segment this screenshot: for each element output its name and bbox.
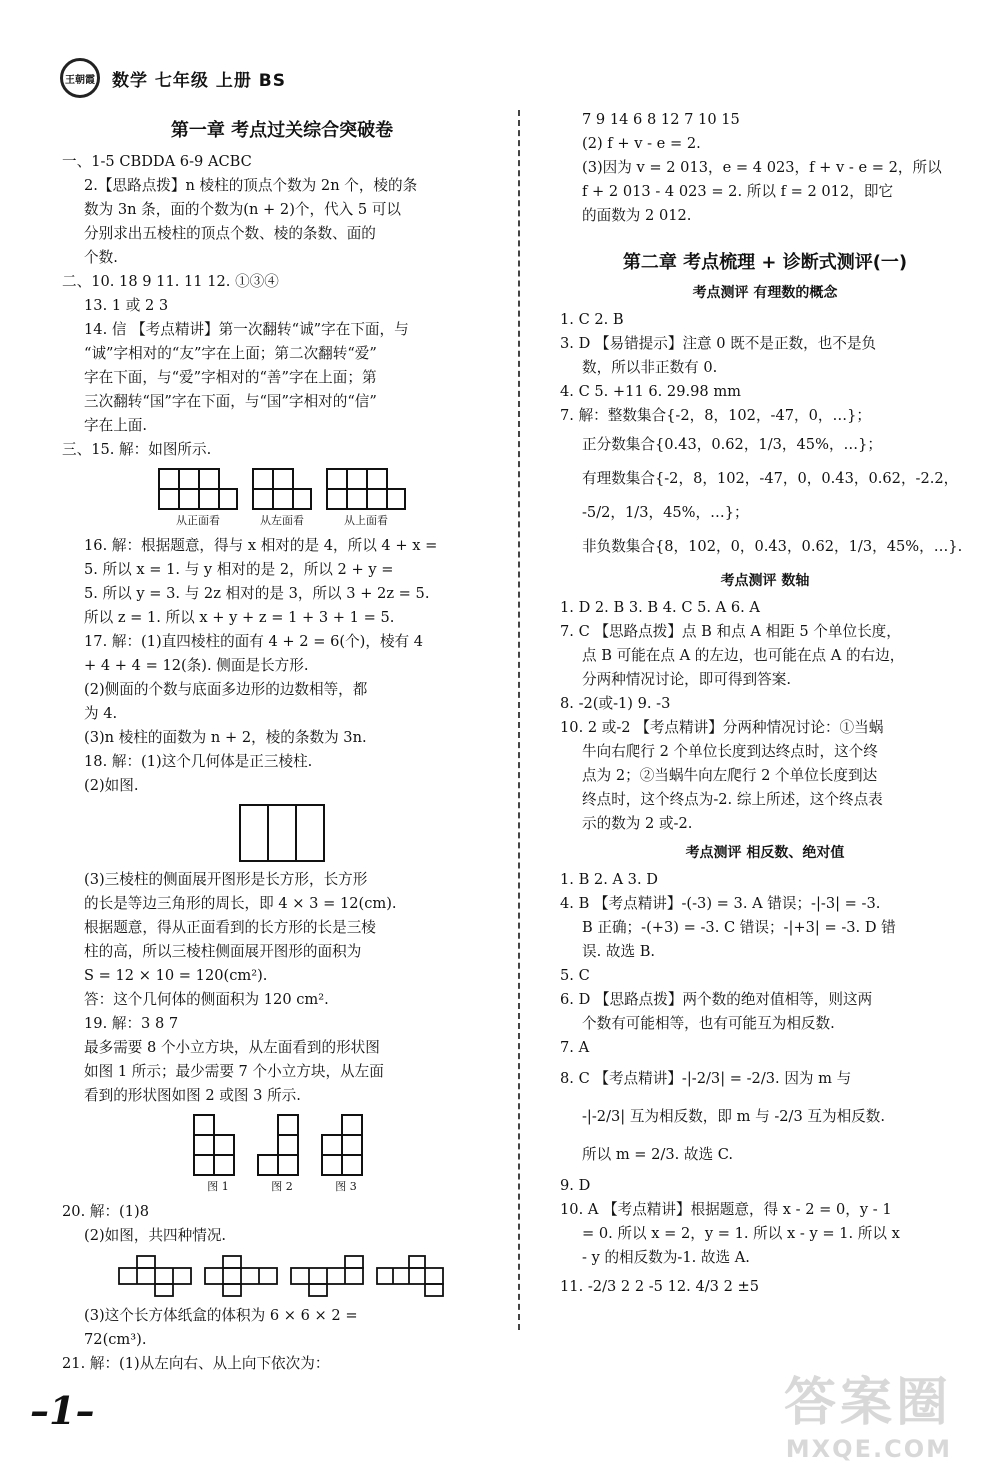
- answer-line: 7. C 【思路点拨】点 B 和点 A 相距 5 个单位长度，: [560, 623, 901, 640]
- figure-18-front-view: [62, 804, 502, 862]
- figure-caption: 图 2: [271, 1180, 293, 1193]
- answer-line: 三、15. 解：如图所示.: [62, 441, 212, 458]
- answer-line: 有理数集合{-2，8，102，-47，0，0.4̇3，0.62，-2.2，: [582, 470, 959, 487]
- watermark-text: 答案圈: [783, 1373, 952, 1433]
- right-column: [560, 108, 970, 1304]
- answer-line: 非负数集合{8，102，0，0.4̇3，0.62，1/3，45%，…}.: [582, 538, 963, 555]
- answer-line: 4. C 5. +11 6. 29.98 mm: [560, 383, 742, 400]
- answer-line: 21. 解：(1)从左向右、从上向下依次为：: [62, 1355, 330, 1372]
- answer-line: 7. 解：整数集合{-2，8，102，-47，0，…}；: [560, 407, 871, 424]
- answer-line: 分别求出五棱柱的顶点个数、棱的条数、面的: [84, 225, 376, 242]
- figure-19-1: [193, 1114, 243, 1194]
- answer-line: 所以 m = 2/3. 故选 C.: [582, 1146, 734, 1163]
- answer-line: 牛向右爬行 2 个单位长度到达终点时，这个终: [582, 743, 878, 760]
- answer-line: (2)侧面的个数与底面多边形的边数相等，都: [84, 681, 368, 698]
- figure-caption: 从上面看: [344, 514, 388, 527]
- answer-line: (3)n 棱柱的面数为 n + 2，棱的条数为 3n.: [84, 729, 367, 746]
- answer-line: 数为 3n 条，面的个数为(n + 2)个，代入 5 可以: [84, 201, 402, 218]
- figure-caption: 从正面看: [176, 514, 220, 527]
- publisher-logo: 王朝霞: [60, 58, 100, 98]
- front-view-figure: [158, 468, 238, 528]
- answer-line: 4. B 【考点精讲】-(-3) = 3. A 错误；-|-3| = -3.: [560, 895, 881, 912]
- answer-line: 8. -2(或-1) 9. -3: [560, 695, 671, 712]
- answer-line: 14. 信 【考点精讲】第一次翻转“诚”字在下面，与: [84, 321, 409, 338]
- answer-line: 点 B 可能在点 A 的左边，也可能在点 A 的右边，: [582, 647, 905, 664]
- page-header: [60, 58, 286, 98]
- answer-line: 数，所以非正数有 0.: [582, 359, 718, 376]
- answer-line: 1. D 2. B 3. B 4. C 5. A 6. A: [560, 599, 760, 616]
- answer-line: f + 2 013 - 4 023 = 2. 所以 f = 2 012，即它: [582, 183, 894, 200]
- answer-line: 2.【思路点拨】n 棱柱的顶点个数为 2n 个，棱的条: [84, 177, 418, 194]
- answer-line: -|-2/3| 互为相反数，即 m 与 -2/3 互为相反数.: [582, 1108, 885, 1125]
- answer-line: 个数有可能相等，也有可能互为相反数.: [582, 1015, 835, 1032]
- chapter-1-title: 第一章 考点过关综合突破卷: [170, 120, 394, 141]
- answer-line: 13. 1 或 2 3: [84, 297, 169, 314]
- chapter-2-title: 第二章 考点梳理 + 诊断式测评(一): [622, 252, 908, 273]
- answer-line: 11. -2/3 2 2 -5 12. 4/3 2 ±5: [560, 1278, 760, 1295]
- answer-line: (2)如图.: [84, 777, 139, 794]
- answer-line: 18. 解：(1)这个几何体是正三棱柱.: [84, 753, 313, 770]
- answer-line: “诚”字相对的“友”字在上面；第二次翻转“爱”: [84, 345, 377, 362]
- left-column: [62, 110, 502, 1376]
- answer-line: - y 的相反数为-1. 故选 A.: [582, 1249, 750, 1266]
- answer-line: 20. 解：(1)8: [62, 1203, 149, 1220]
- figure-19-views: [62, 1114, 502, 1194]
- answer-line: 终点时，这个终点为-2. 综上所述，这个终点表: [582, 791, 883, 808]
- answer-line: 点为 2；②当蜗牛向左爬行 2 个单位长度到达: [582, 767, 878, 784]
- answer-line: 16. 解：根据题意，得与 x 相对的是 4，所以 4 + x =: [84, 537, 438, 554]
- answer-line: 5. 所以 y = 3. 与 2z 相对的是 3，所以 3 + 2z = 5.: [84, 585, 430, 602]
- answer-line: 示的数为 2 或-2.: [582, 815, 693, 832]
- answer-line: 二、10. 18 9 11. 11 12. ①③④: [62, 273, 279, 290]
- answer-line: (3)这个长方体纸盒的体积为 6 × 6 × 2 =: [84, 1307, 358, 1324]
- book-title: 数学 七年级 上册 BS: [112, 70, 286, 91]
- answer-line: 根据题意，得从正面看到的长方形的长是三棱: [84, 919, 376, 936]
- answer-line: 一、1-5 CBDDA 6-9 ACBC: [62, 153, 252, 170]
- answer-line: 19. 解：3 8 7: [84, 1015, 179, 1032]
- answer-line: 为 4.: [84, 705, 118, 722]
- figure-caption: 图 1: [207, 1180, 229, 1193]
- answer-line: 字在下面，与“爱”字相对的“善”字在上面；第: [84, 369, 377, 386]
- answer-line: 1. C 2. B: [560, 311, 624, 328]
- answer-line: 柱的高，所以三棱柱侧面展开图形的面积为: [84, 943, 362, 960]
- answer-line: 的面数为 2 012.: [582, 207, 692, 224]
- answer-line: 1. B 2. A 3. D: [560, 871, 658, 888]
- answer-line: 分两种情况讨论，即可得到答案.: [582, 671, 791, 688]
- answer-line: 三次翻转“国”字在下面，与“国”字相对的“信”: [84, 393, 377, 410]
- answer-line: = 0. 所以 x = 2，y = 1. 所以 x - y = 1. 所以 x: [582, 1225, 900, 1242]
- answer-line: + 4 + 4 = 12(条). 侧面是长方形.: [84, 657, 309, 674]
- answer-line: 如图 1 所示；最少需要 7 个小立方块，从左面: [84, 1063, 384, 1080]
- answer-line: 5. 所以 x = 1. 与 y 相对的是 2，所以 2 + y =: [84, 561, 394, 578]
- answer-line: 字在上面.: [84, 417, 148, 434]
- answer-line: 误. 故选 B.: [582, 943, 656, 960]
- answer-line: 个数.: [84, 249, 118, 266]
- section-title-opposites-absolute: 考点测评 相反数、绝对值: [685, 845, 845, 861]
- figure-20-nets: [62, 1254, 502, 1298]
- answer-line: (3)因为 v = 2 013，e = 4 023，f + v - e = 2，所以: [582, 159, 942, 176]
- answer-line: 6. D 【思路点拨】两个数的绝对值相等，则这两: [560, 991, 873, 1008]
- answer-line: 17. 解：(1)直四棱柱的面有 4 + 2 = 6(个)，棱有 4: [84, 633, 424, 650]
- answer-line: S = 12 × 10 = 120(cm²).: [84, 967, 268, 984]
- answer-line: 所以 z = 1. 所以 x + y + z = 1 + 3 + 1 = 5.: [84, 609, 395, 626]
- answer-line: 7. A: [560, 1039, 590, 1056]
- answer-line: 正分数集合{0.4̇3，0.62，1/3，45%，…}；: [582, 436, 883, 453]
- answer-line: B 正确；-(+3) = -3. C 错误；-|+3| = -3. D 错: [582, 919, 896, 936]
- section-title-number-line: 考点测评 数轴: [720, 573, 810, 589]
- answer-line: 的长是等边三角形的周长，即 4 × 3 = 12(cm).: [84, 895, 397, 912]
- answer-line: (2)如图，共四种情况.: [84, 1227, 227, 1244]
- answer-line: -5/2，1/3，45%，…}；: [582, 504, 749, 521]
- answer-line: 9. D: [560, 1177, 591, 1194]
- watermark-url: MXQE.COM: [785, 1435, 952, 1463]
- column-divider: [518, 110, 520, 1330]
- answer-line: 7 9 14 6 8 12 7 10 15: [582, 111, 740, 128]
- answer-line: 10. 2 或-2 【考点精讲】分两种情况讨论：①当蜗: [560, 719, 884, 736]
- answer-line: 5. C: [560, 967, 590, 984]
- figure-15-views: [62, 468, 502, 528]
- answer-line: 10. A 【考点精讲】根据题意，得 x - 2 = 0，y - 1: [560, 1201, 892, 1218]
- left-view-figure: [252, 468, 312, 528]
- answer-line: 答：这个几何体的侧面积为 120 cm².: [84, 991, 329, 1008]
- answer-line: (3)三棱柱的侧面展开图形是长方形，长方形: [84, 871, 368, 888]
- watermark: [784, 1360, 952, 1463]
- answer-line: 72(cm³).: [84, 1331, 147, 1348]
- figure-19-2: [257, 1114, 307, 1194]
- section-title-rational-numbers: 考点测评 有理数的概念: [692, 285, 838, 301]
- top-view-figure: [326, 468, 406, 528]
- figure-caption: 从左面看: [260, 514, 304, 527]
- figure-caption: 图 3: [335, 1180, 357, 1193]
- page-number: –1–: [30, 1388, 95, 1433]
- answer-line: 看到的形状图如图 2 或图 3 所示.: [84, 1087, 301, 1104]
- answer-line: 3. D 【易错提示】注意 0 既不是正数，也不是负: [560, 335, 877, 352]
- answer-line: 最多需要 8 个小立方块，从左面看到的形状图: [84, 1039, 380, 1056]
- answer-line: (2) f + v - e = 2.: [582, 135, 701, 152]
- figure-19-3: [321, 1114, 371, 1194]
- answer-line: 8. C 【考点精讲】-|-2/3| = -2/3. 因为 m 与: [560, 1070, 852, 1087]
